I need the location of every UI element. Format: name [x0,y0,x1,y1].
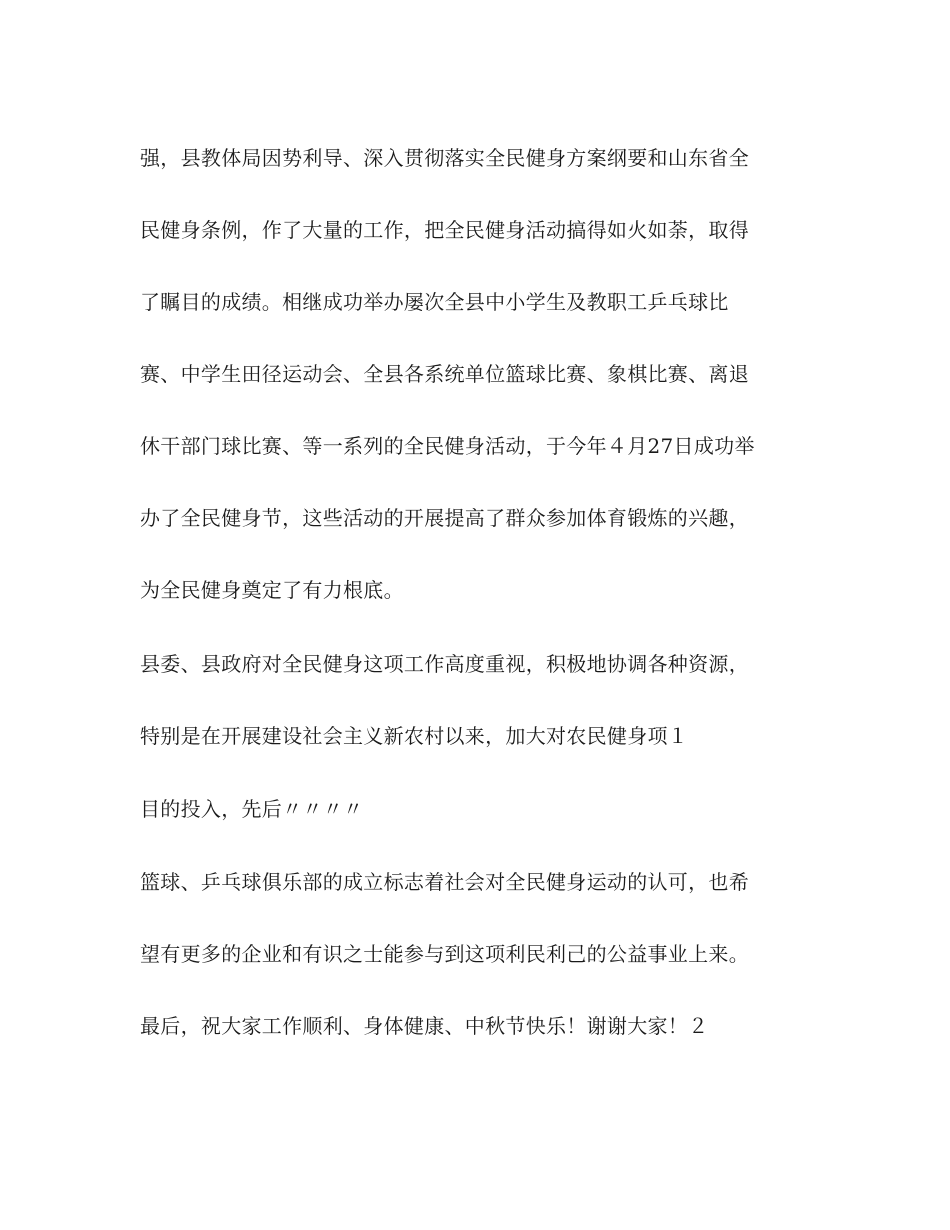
text-line-11: 篮球、乒乓球俱乐部的成立标志着社会对全民健身运动的认可，也希 [140,870,749,894]
text-line-9: 特别是在开展建设社会主义新农村以来，加大对农民健身项１ [140,724,689,748]
text-line-13: 最后，祝大家工作顺利、身体健康、中秋节快乐！谢谢大家！２ [140,1014,709,1038]
text-line-6: 办了全民健身节，这些活动的开展提高了群众参加体育锻炼的兴趣， [140,506,749,530]
text-line-8: 县委、县政府对全民健身这项工作高度重视，积极地协调各种资源， [140,652,749,676]
text-line-2: 民健身条例，作了大量的工作，把全民健身活动搞得如火如荼，取得 [140,218,749,242]
text-line-4: 赛、中学生田径运动会、全县各系统单位篮球比赛、象棋比赛、离退 [140,362,749,386]
text-line-10: 目的投入，先后〃〃〃〃 [140,797,364,821]
text-line-3: 了瞩目的成绩。相继成功举办屡次全县中小学生及教职工乒乓球比 [140,290,729,314]
text-line-7: 为全民健身奠定了有力根底。 [140,578,404,602]
text-line-1: 强，县教体局因势利导、深入贯彻落实全民健身方案纲要和山东省全 [140,146,749,170]
text-line-12: 望有更多的企业和有识之士能参与到这项利民利己的公益事业上来。 [140,942,749,966]
text-line-5: 休干部门球比赛、等一系列的全民健身活动，于今年４月27日成功举 [140,434,755,458]
